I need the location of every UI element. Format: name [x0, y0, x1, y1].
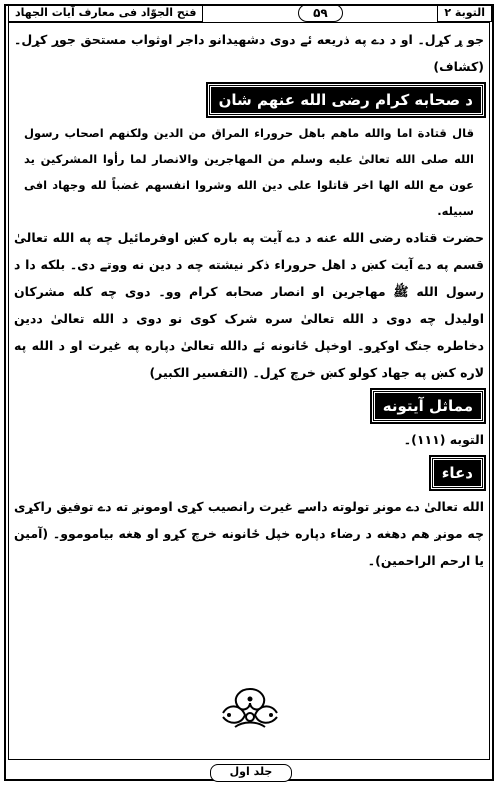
paragraph-3: التوبه (۱۱۱)۔ — [403, 432, 484, 447]
decorative-ornament-icon — [215, 685, 285, 731]
section-heading-dua: دعاء — [431, 457, 484, 489]
section-heading-sahaba: د صحابه کرام رضی الله عنهم شان — [208, 84, 484, 116]
volume-label: جلد اول — [210, 764, 292, 782]
heading-row-2 — [14, 390, 484, 422]
header-book-title: فتح الجوّاد فی معارف آیات الجهاد — [8, 4, 203, 22]
page-number: ۵۹ — [298, 4, 343, 22]
heading-row-1 — [14, 84, 484, 116]
page-header — [8, 4, 492, 22]
paragraph-4: الله تعالیٰ دے مونږ تولوته داسے غیرت رانصیب کړی اومونږ ته دے توفیق راکړی چه مونږ هم دهغه د رضاء دپاره خپل ځانونه خرچ کړو او هغه بیاموموو۔ (آمین یا ارحم الراحمین)۔ — [14, 499, 484, 568]
paragraph-1: جو ړ کړل۔ او د دے په ذريعه ئے دوی دشهيدانو داجر اوثواب مستحق جوړ کړل۔ (کشاف) — [14, 32, 484, 74]
arabic-quote: قال قتادة اما والله ماهم باهل حروراء المراق من الدين ولكنهم اصحاب رسول الله صلى الله تعالىٰ عليه وسلم من المهاجرين والانصار لما رأوا المشركين يد عون مع الله الها اخر قاتلوا على دين الله وشروا انفسهم غضباً لله وجهاد افی سبیله. — [24, 126, 474, 218]
page-content — [14, 26, 484, 574]
section-heading-similar-verses: مماثل آیتونه — [372, 390, 484, 422]
paragraph-2: حضرت قتاده رضی الله عنه د دے آیت په باره کښ اوفرمائیل چه په الله تعالیٰ قسم په دے آیت کښ د اهل حروراء ذکر نیشته چه د دین نه ووتے دی۔ بلکه دا د رسول الله ﷺ مهاجرین او انصار صحابه کرام وو۔ دوی چه کله مشرکان اولیدل چه دوی د الله تعالیٰ سره شرک کوی نو دوی د الله تعالیٰ ددین دخاطره جنګ اوکړو۔ اوخپل ځانونه ئے دالله تعالیٰ دپاره په غیرت او د الله په لاره کښ په جهاد کولو کښ خرچ کړل۔ (التفسیر الکبیر) — [14, 230, 484, 380]
header-surah-label: التوبة ۲ — [437, 4, 492, 22]
heading-row-3 — [14, 457, 484, 489]
